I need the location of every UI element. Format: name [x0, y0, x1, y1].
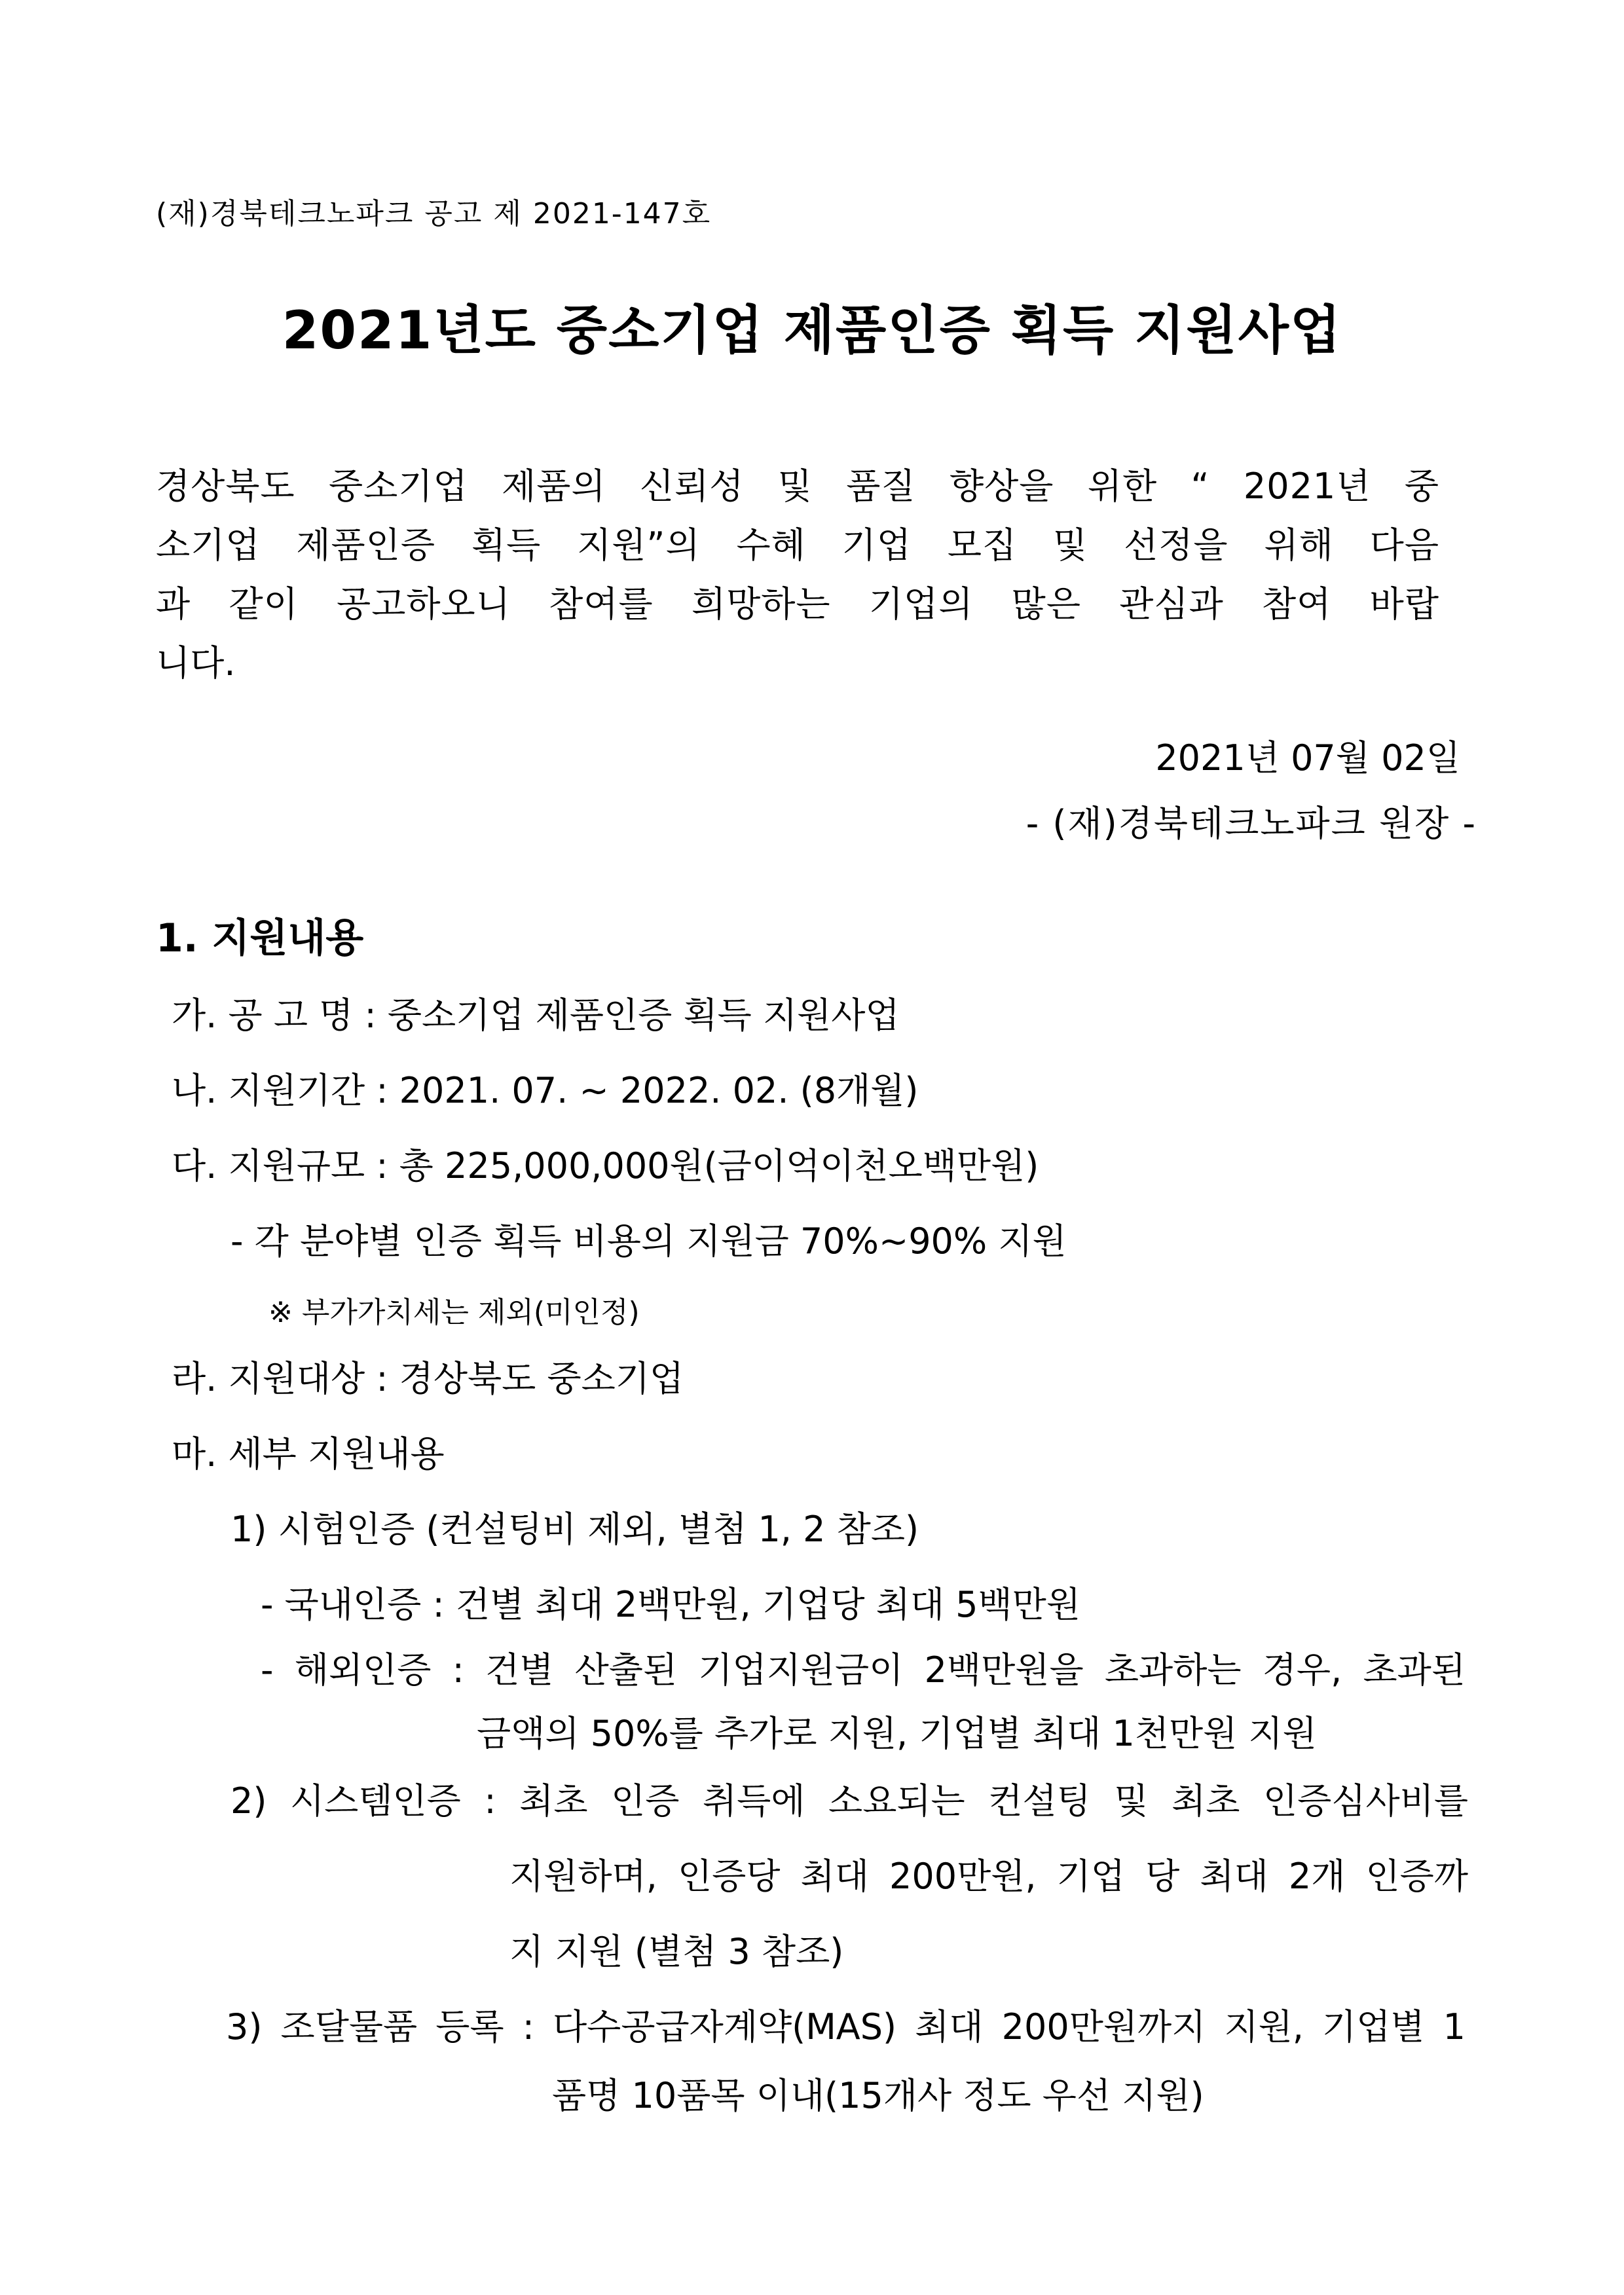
detail-1-test-cert: 1) 시험인증 (컨설팅비 제외, 별첨 1, 2 참조): [231, 1509, 919, 1550]
item-da-vat-note: ※ 부가가치세는 제외(미인정): [268, 1296, 640, 1329]
notice-date: 2021년 07월 02일: [1155, 737, 1460, 779]
section-heading: 1. 지원내용: [156, 915, 364, 961]
item-ra-target: 라. 지원대상 : 경상북도 중소기업: [172, 1358, 684, 1399]
detail-1-overseas-cont: 금액의 50%를 추가로 지원, 기업별 최대 1천만원 지원: [477, 1713, 1317, 1754]
issuer-signature: - (재)경북테크노파크 원장 -: [1025, 803, 1477, 844]
notice-number: (재)경북테크노파크 공고 제 2021-147호: [156, 197, 712, 230]
detail-2-system-cont-1: 지원하며, 인증당 최대 200만원, 기업 당 최대 2개 인증까: [509, 1856, 1468, 1897]
detail-2-system-cont-2: 지 지원 (별첨 3 참조): [509, 1931, 844, 1972]
item-ga-notice-name: 가. 공 고 명 : 중소기업 제품인증 획득 지원사업: [172, 995, 900, 1036]
detail-3-procurement: 3) 조달물품 등록 : 다수공급자계약(MAS) 최대 200만원까지 지원, 기업별 1: [226, 2006, 1466, 2047]
document-title: 2021년도 중소기업 제품인증 획득 지원사업: [282, 300, 1342, 361]
detail-1-overseas: - 해외인증 : 건별 산출된 기업지원금이 2백만원을 초과하는 경우, 초과된: [261, 1649, 1466, 1691]
detail-2-system-cert: 2) 시스템인증 : 최초 인증 취득에 소요되는 컨설팅 및 최초 인증심사비를: [231, 1780, 1468, 1822]
intro-line-1: 경상북도 중소기업 제품의 신뢰성 및 품질 향상을 위한 “ 2021년 중: [156, 466, 1439, 507]
detail-1-domestic: - 국내인증 : 건별 최대 2백만원, 기업당 최대 5백만원: [261, 1584, 1080, 1625]
item-ma-details: 마. 세부 지원내용: [172, 1433, 445, 1475]
intro-line-4: 니다.: [156, 642, 236, 684]
intro-line-2: 소기업 제품인증 획득 지원”의 수혜 기업 모집 및 선정을 위해 다음: [156, 524, 1439, 566]
item-na-period: 나. 지원기간 : 2021. 07. ~ 2022. 02. (8개월): [172, 1070, 919, 1111]
item-da-scale: 다. 지원규모 : 총 225,000,000원(금이억이천오백만원): [172, 1145, 1039, 1186]
intro-line-3: 과 같이 공고하오니 참여를 희망하는 기업의 많은 관심과 참여 바랍: [156, 583, 1439, 625]
item-da-support-rate: - 각 분야별 인증 획득 비용의 지원금 70%~90% 지원: [231, 1221, 1067, 1262]
detail-3-procurement-cont: 품명 10품목 이내(15개사 정도 우선 지원): [552, 2075, 1204, 2116]
